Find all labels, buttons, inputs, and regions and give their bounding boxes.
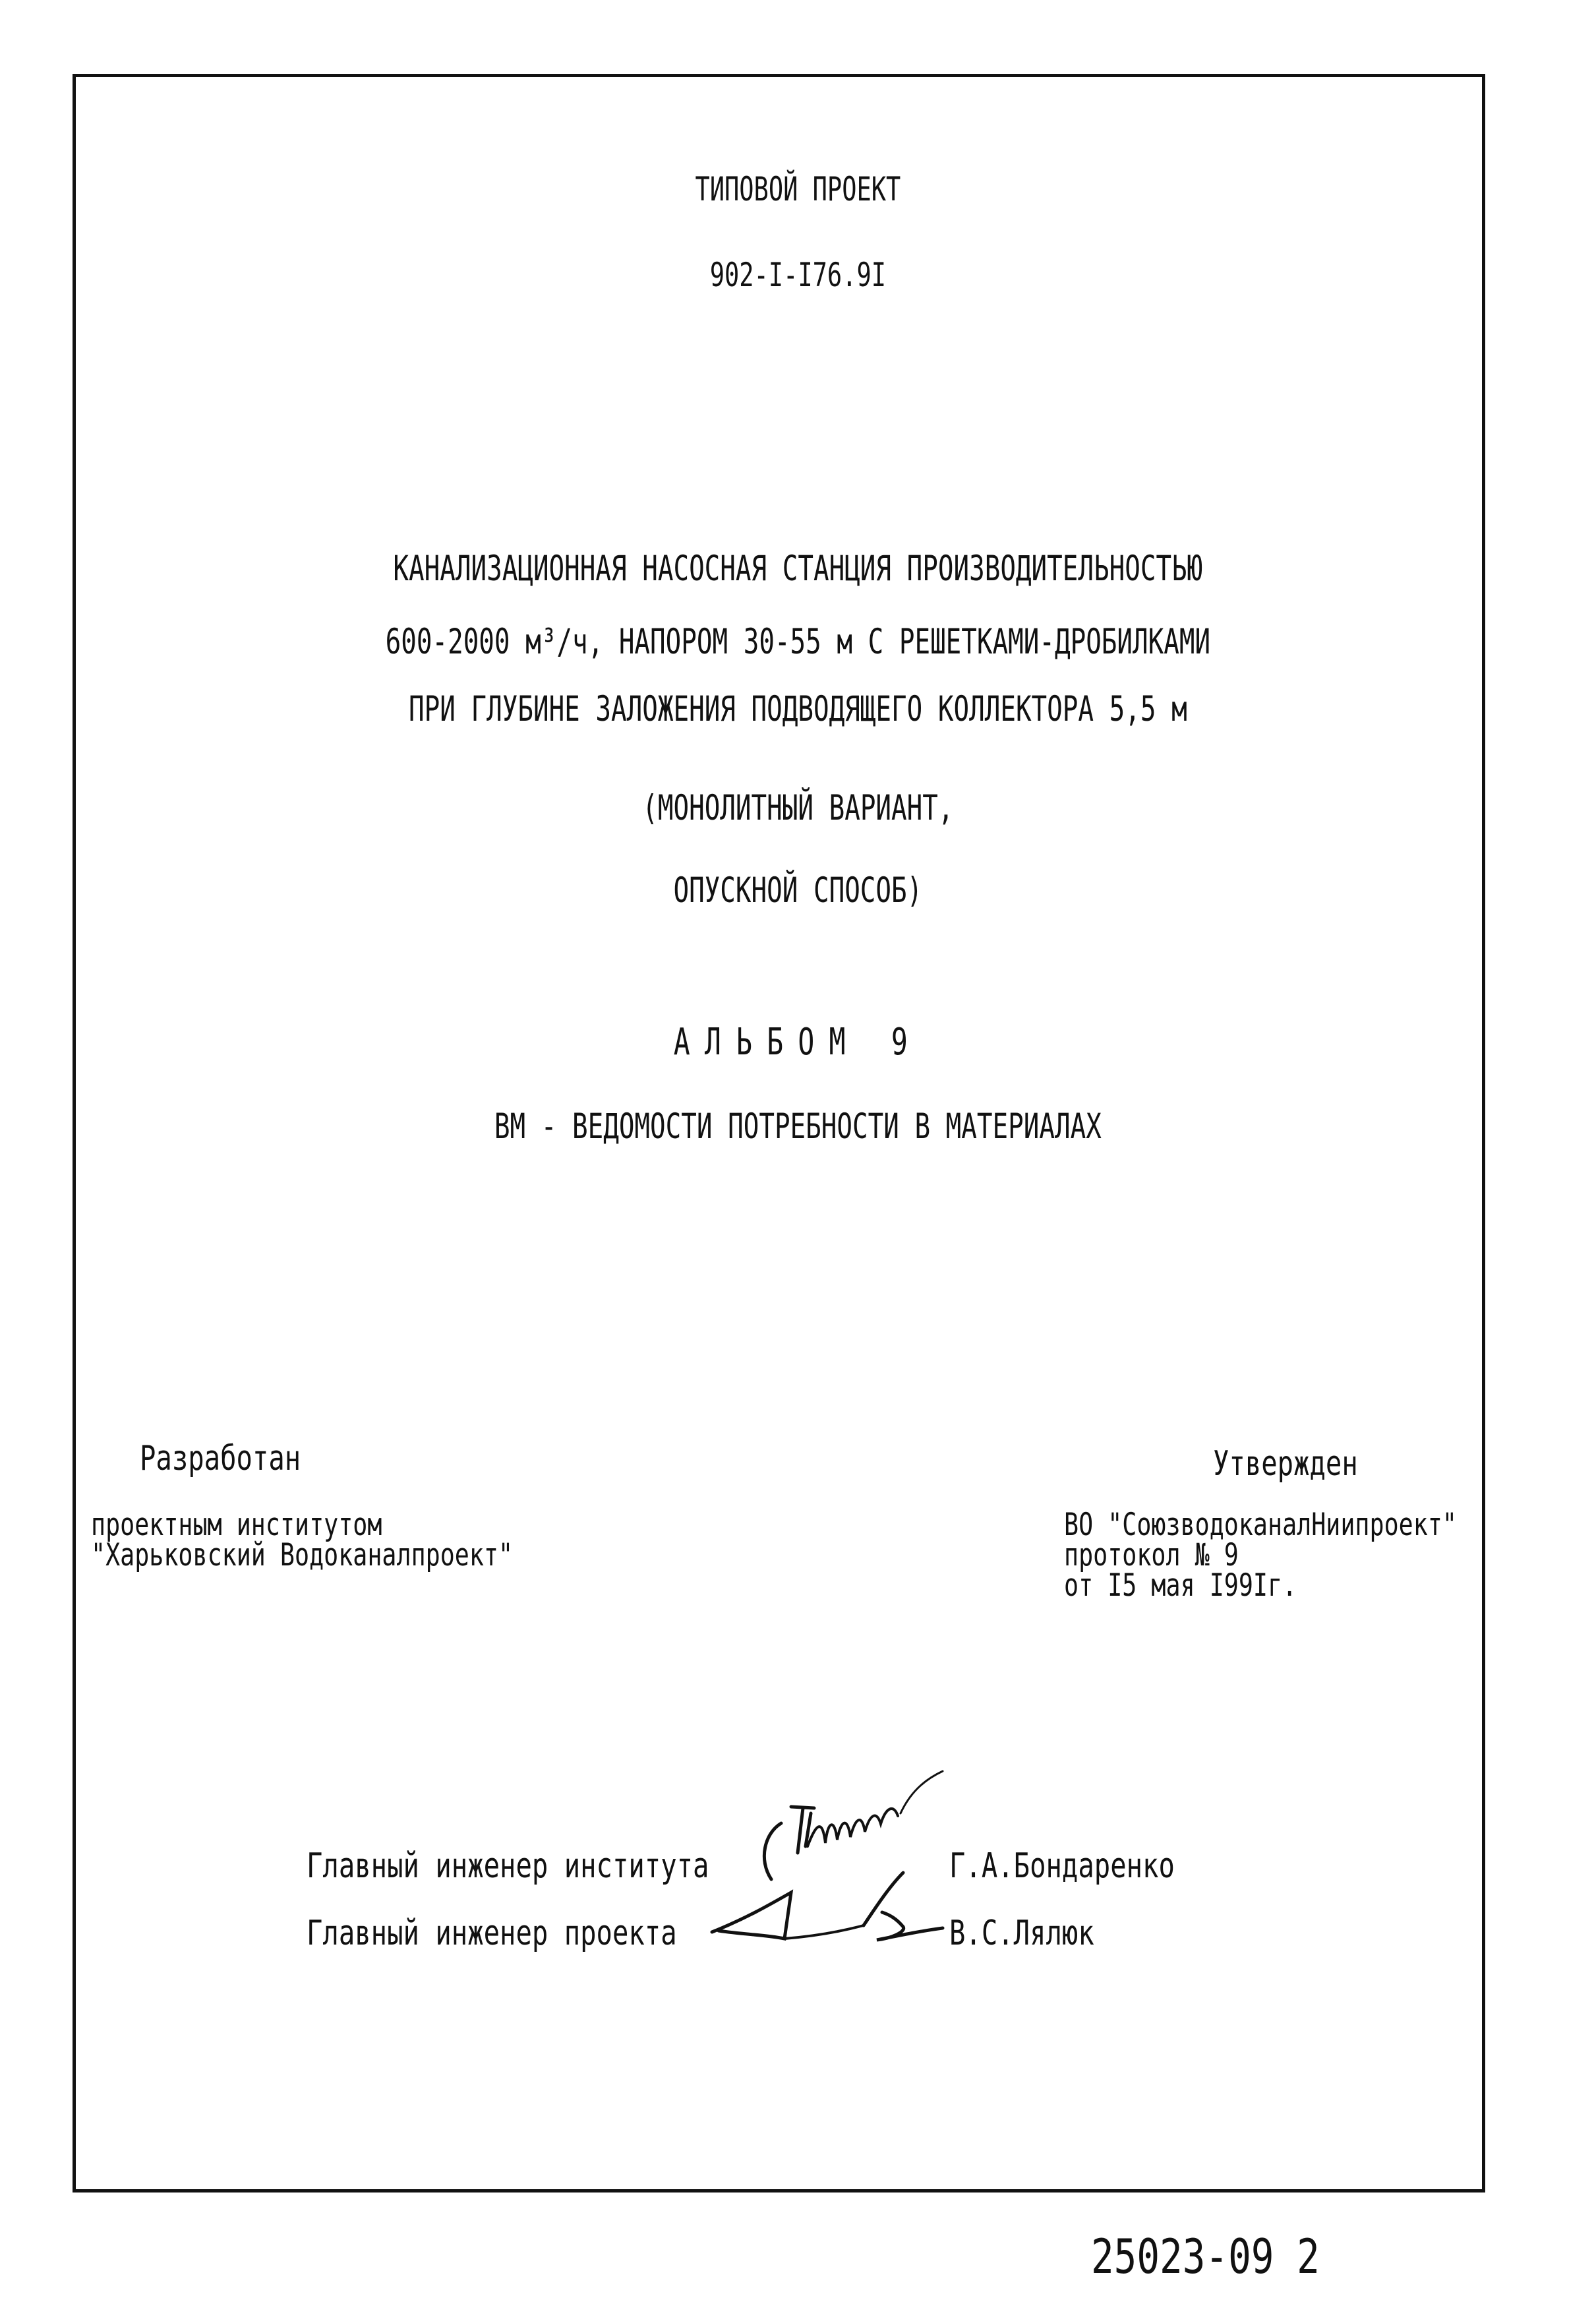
variant-line-1: (МОНОЛИТНЫЙ ВАРИАНТ, <box>642 788 954 828</box>
project-type-label: ТИПОВОЙ ПРОЕКТ <box>695 170 901 208</box>
variant-line-2: ОПУСКНОЙ СПОСОБ) <box>673 870 923 911</box>
title-line-3: ПРИ ГЛУБИНЕ ЗАЛОЖЕНИЯ ПОДВОДЯЩЕГО КОЛЛЕКТОРА 5,5 м <box>409 689 1187 729</box>
approved-line-3: от I5 мая I99Iг. <box>1064 1567 1297 1604</box>
signature-name-2: В.С.Лялюк <box>949 1914 1094 1953</box>
developed-line-2: "Харьковский Водоканалпроект" <box>91 1537 514 1573</box>
approved-label: Утвержден <box>1213 1444 1358 1484</box>
developed-label: Разработан <box>140 1439 301 1478</box>
signature-name-1: Г.А.Бондаренко <box>949 1846 1175 1886</box>
album-label: АЛЬБОМ 9 <box>673 1021 922 1064</box>
signature-role-2: Главный инженер проекта <box>307 1914 677 1953</box>
approved-line-2: протокол № 9 <box>1064 1537 1239 1573</box>
signature-role-1: Главный инженер института <box>307 1846 709 1886</box>
signature-chief-engineer-project <box>705 1866 956 1965</box>
album-description: ВМ - ВЕДОМОСТИ ПОТРЕБНОСТИ В МАТЕРИАЛАХ <box>494 1106 1102 1147</box>
footer-sheet-number: 25023-09 2 <box>1091 2229 1320 2284</box>
developed-line-1: проектным институтом <box>91 1507 382 1543</box>
project-number: 902-I-I76.9I <box>709 256 887 294</box>
approved-line-1: ВО "СоюзводоканалНиипроект" <box>1064 1507 1457 1543</box>
title-line-1: КАНАЛИЗАЦИОННАЯ НАСОСНАЯ СТАНЦИЯ ПРОИЗВОДИТЕЛЬНОСТЬЮ <box>393 549 1203 589</box>
title-line-2: 600-2000 м³/ч, НАПОРОМ 30-55 м С РЕШЕТКАМИ-ДРОБИЛКАМИ <box>385 622 1211 662</box>
